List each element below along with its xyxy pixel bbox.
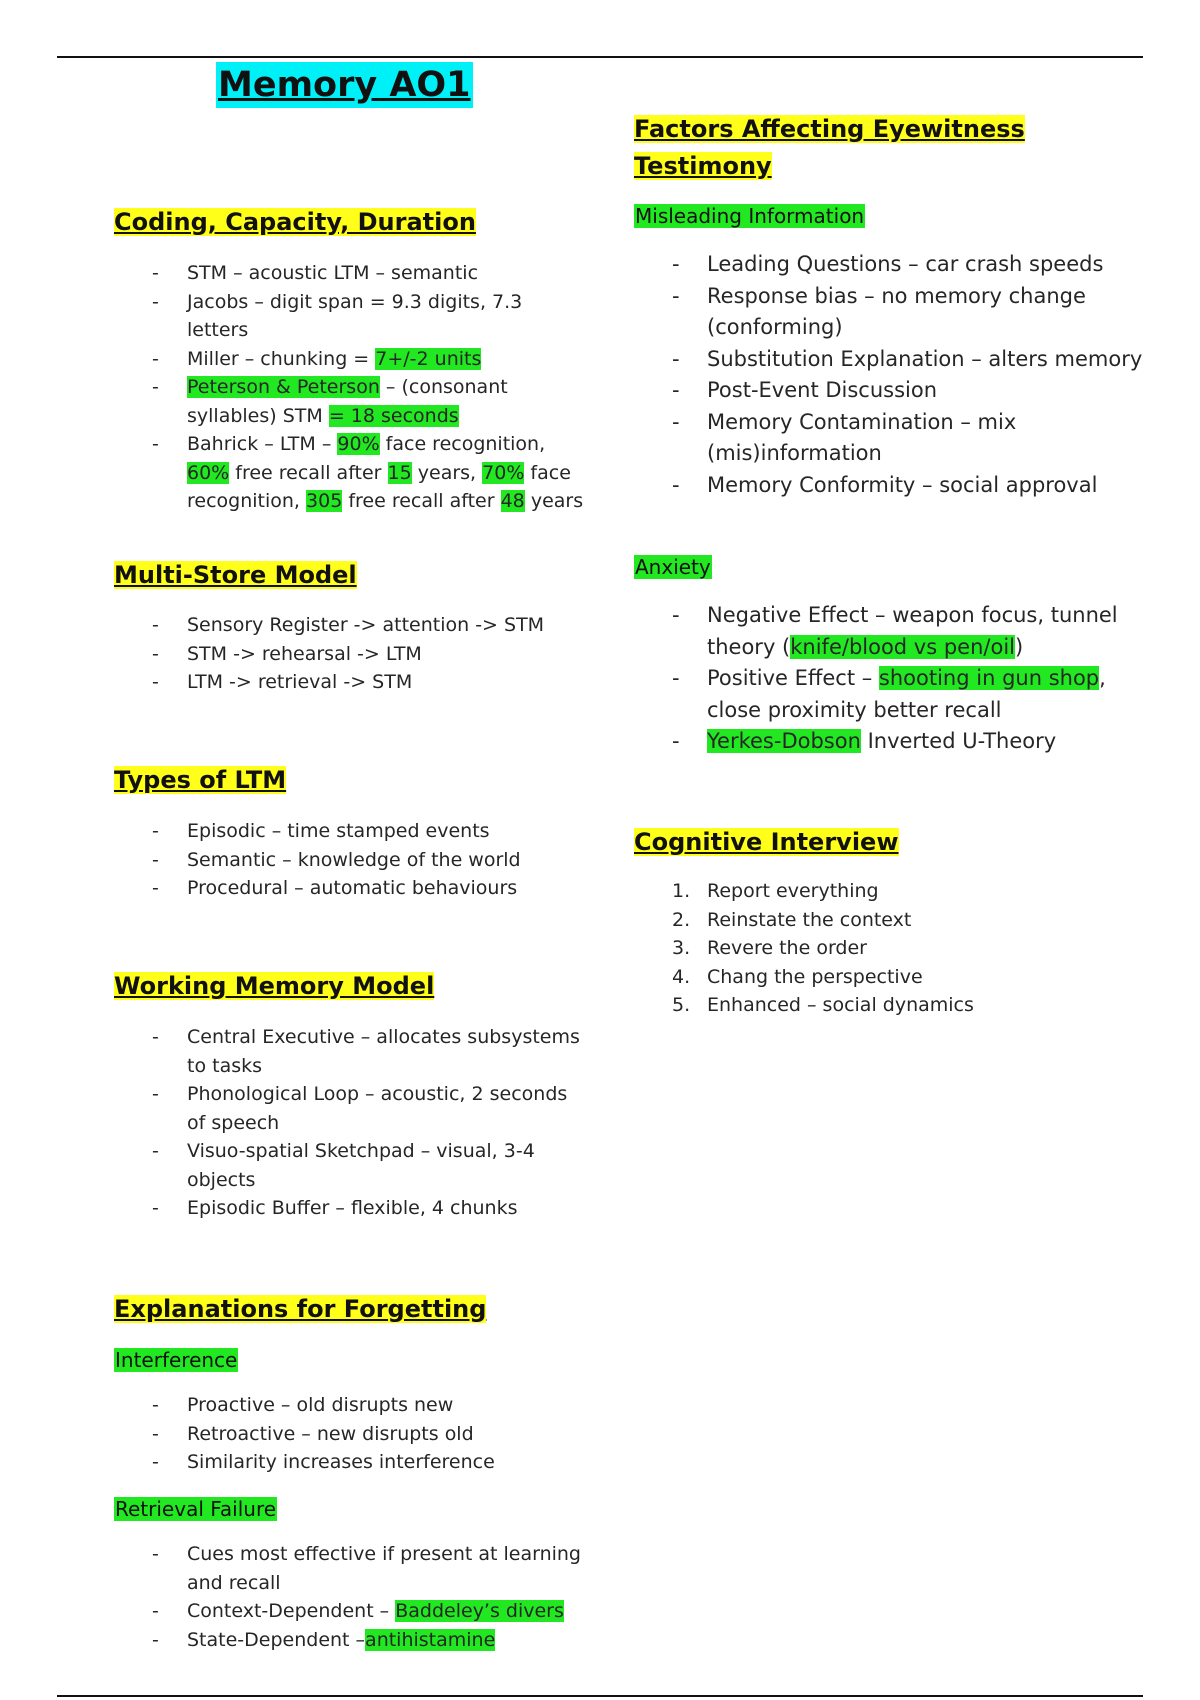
list-item: - Central Executive – allocates subsystems to tasks (114, 1023, 584, 1080)
subheading-interference: Interference (115, 1348, 238, 1372)
list-working-memory (114, 1023, 584, 1223)
list-item: - Episodic Buffer – flexible, 4 chunks (114, 1194, 584, 1223)
list-item: - Cues most effective if present at learning and recall (114, 1540, 584, 1597)
list-item: - Miller – chunking = 7+/-2 units (114, 345, 584, 374)
list-item: - Retroactive – new disrupts old (114, 1420, 584, 1449)
list-item: 4. Chang the perspective (672, 965, 923, 988)
list-item: - Phonological Loop – acoustic, 2 seconds of speech (114, 1080, 584, 1137)
list-item: - Response bias – no memory change (conforming) (634, 281, 1144, 344)
list-item: - Sensory Register -> attention -> STM (114, 611, 584, 640)
heading-eyewitness-testimony: Factors Affecting Eyewitness Testimony (634, 115, 1025, 180)
list-item: - Context-Dependent – Baddeley’s divers (114, 1597, 584, 1626)
list-item: - Peterson & Peterson – (consonant syllables) STM = 18 seconds (114, 373, 584, 430)
list-multi-store (114, 611, 584, 697)
bottom-rule (57, 1695, 1143, 1697)
list-item: - LTM -> retrieval -> STM (114, 668, 584, 697)
heading-types-of-ltm: Types of LTM (114, 766, 287, 794)
list-item: - Bahrick – LTM – 90% face recognition, 60% free recall after 15 years, 70% face recognition, 305 free recall after 48 years (114, 430, 584, 516)
list-item: - Semantic – knowledge of the world (114, 846, 584, 875)
heading-cognitive-interview: Cognitive Interview (634, 828, 899, 856)
list-misleading-information (634, 249, 1144, 501)
list-item: - Positive Effect – shooting in gun shop, close proximity better recall (634, 663, 1144, 726)
list-item: - Yerkes-Dobson Inverted U-Theory (634, 726, 1144, 758)
list-item: - Proactive – old disrupts new (114, 1391, 584, 1420)
list-item: 3. Revere the order (672, 937, 867, 959)
list-interference (114, 1391, 584, 1477)
list-retrieval-failure (114, 1540, 584, 1654)
subheading-misleading-information: Misleading Information (635, 204, 865, 228)
list-item: - Similarity increases interference (114, 1448, 584, 1477)
list-item: - STM -> rehearsal -> LTM (114, 640, 584, 669)
list-item: - Negative Effect – weapon focus, tunnel theory (knife/blood vs pen/oil) (634, 600, 1144, 663)
list-types-of-ltm (114, 817, 584, 903)
heading-multi-store-model: Multi-Store Model (114, 561, 357, 589)
list-item: - Substitution Explanation – alters memory (634, 344, 1144, 376)
list-item: - Jacobs – digit span = 9.3 digits, 7.3 letters (114, 288, 584, 345)
heading-explanations-for-forgetting: Explanations for Forgetting (114, 1295, 487, 1323)
list-item: - STM – acoustic LTM – semantic (114, 259, 584, 288)
list-item: - Episodic – time stamped events (114, 817, 584, 846)
top-rule (57, 56, 1143, 58)
list-item: - Memory Conformity – social approval (634, 470, 1144, 502)
list-item: - State-Dependent –antihistamine (114, 1626, 584, 1655)
list-item: 2. Reinstate the context (672, 908, 912, 931)
list-cognitive-interview (634, 877, 974, 1020)
subheading-anxiety: Anxiety (635, 555, 711, 579)
list-item: - Visuo-spatial Sketchpad – visual, 3-4 objects (114, 1137, 584, 1194)
heading-coding-capacity-duration: Coding, Capacity, Duration (114, 208, 476, 236)
page-title: Memory AO1 (216, 62, 473, 108)
list-coding-capacity (114, 259, 584, 516)
subheading-retrieval-failure: Retrieval Failure (115, 1497, 277, 1521)
list-item: - Procedural – automatic behaviours (114, 874, 584, 903)
heading-working-memory-model: Working Memory Model (114, 972, 435, 1000)
list-item: 1. Report everything (672, 880, 879, 902)
list-item: - Memory Contamination – mix (mis)information (634, 407, 1144, 470)
list-anxiety (634, 600, 1144, 758)
list-item: - Leading Questions – car crash speeds (634, 249, 1144, 281)
list-item: 5. Enhanced – social dynamics (672, 994, 974, 1016)
list-item: - Post-Event Discussion (634, 375, 1144, 407)
